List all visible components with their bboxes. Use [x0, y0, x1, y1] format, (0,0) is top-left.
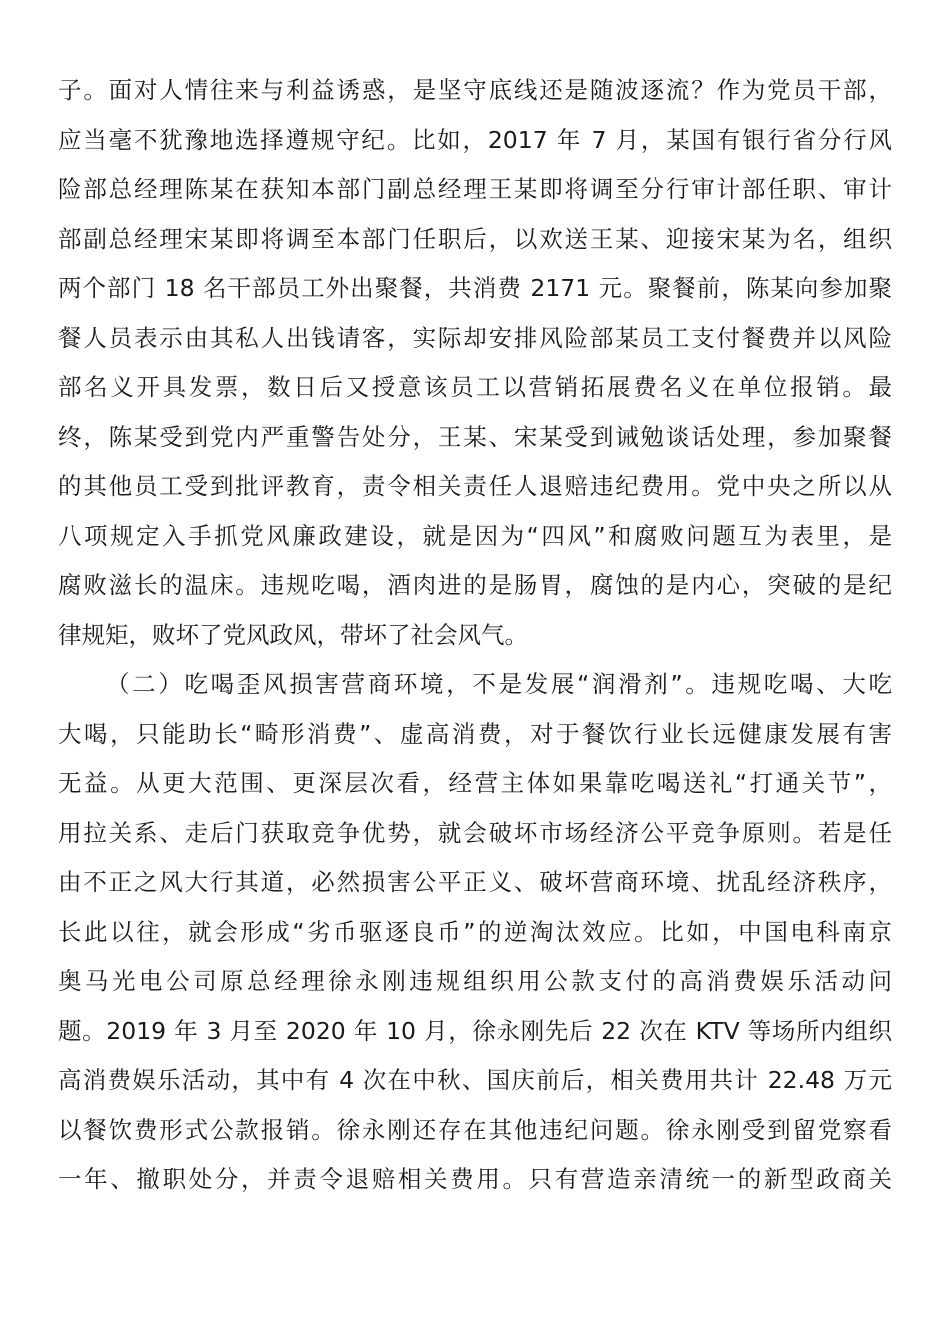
text-line: 用拉关系、走后门获取竞争优势，就会破坏市场经济公平竞争原则。若是任: [58, 818, 892, 847]
text-line: 腐败滋长的温床。违规吃喝，酒肉进的是肠胃，腐蚀的是内心，突破的是纪: [58, 571, 892, 599]
text-line: 部名义开具发票，数日后又授意该员工以营销拓展费名义在单位报销。最: [58, 373, 892, 401]
paragraph-1: [58, 66, 892, 660]
text-line: 题。2019 年 3 月至 2020 年 10 月，徐永刚先后 22 次在 KTV 等场所内组织: [58, 1016, 892, 1045]
text-line: 部副总经理宋某即将调至本部门任职后，以欢送王某、迎接宋某为名，组织: [58, 224, 892, 253]
text-line: 长此以往，就会形成“劣币驱逐良币”的逆淘汰效应。比如，中国电科南京: [58, 917, 892, 946]
text-line: 的其他员工受到批评教育，责令相关责任人退赔违纪费用。党中央之所以从: [58, 472, 892, 500]
text-line: 高消费娱乐活动，其中有 4 次在中秋、国庆前后，相关费用共计 22.48 万元: [58, 1066, 892, 1094]
document-page: [58, 66, 892, 1205]
text-line: 由不正之风大行其道，必然损害公平正义、破坏营商环境、扰乱经济秩序，: [58, 868, 892, 896]
paragraph-2: [58, 660, 892, 1205]
text-line: 应当毫不犹豫地选择遵规守纪。比如，2017 年 7 月，某国有银行省分行风: [58, 125, 892, 154]
text-line: 子。面对人情往来与利益诱惑，是坚守底线还是随波逐流？作为党员干部，: [58, 76, 892, 104]
section-heading-line: （二）吃喝歪风损害营商环境，不是发展“润滑剂”。违规吃喝、大吃: [106, 670, 892, 698]
text-line: 律规矩，败坏了党风政风，带坏了社会风气。: [58, 620, 528, 649]
text-line: 奥马光电公司原总经理徐永刚违规组织用公款支付的高消费娱乐活动问: [58, 967, 892, 995]
text-line: 一年、撤职处分，并责令退赔相关费用。只有营造亲清统一的新型政商关: [58, 1165, 892, 1193]
text-line: 两个部门 18 名干部员工外出聚餐，共消费 2171 元。聚餐前，陈某向参加聚: [58, 274, 892, 302]
text-line: 险部总经理陈某在获知本部门副总经理王某即将调至分行审计部任职、审计: [58, 175, 892, 203]
text-line: 餐人员表示由其私人出钱请客，实际却安排风险部某员工支付餐费并以风险: [58, 323, 892, 352]
text-line: 无益。从更大范围、更深层次看，经营主体如果靠吃喝送礼“打通关节”，: [58, 769, 892, 797]
text-line: 大喝，只能助长“畸形消费”、虚高消费，对于餐饮行业长远健康发展有害: [58, 719, 892, 748]
text-line: 终，陈某受到党内严重警告处分，王某、宋某受到诫勉谈话处理，参加聚餐: [58, 422, 892, 451]
text-line: 以餐饮费形式公款报销。徐永刚还存在其他违纪问题。徐永刚受到留党察看: [58, 1115, 892, 1144]
text-line: 八项规定入手抓党风廉政建设，就是因为“四风”和腐败问题互为表里，是: [58, 521, 892, 550]
